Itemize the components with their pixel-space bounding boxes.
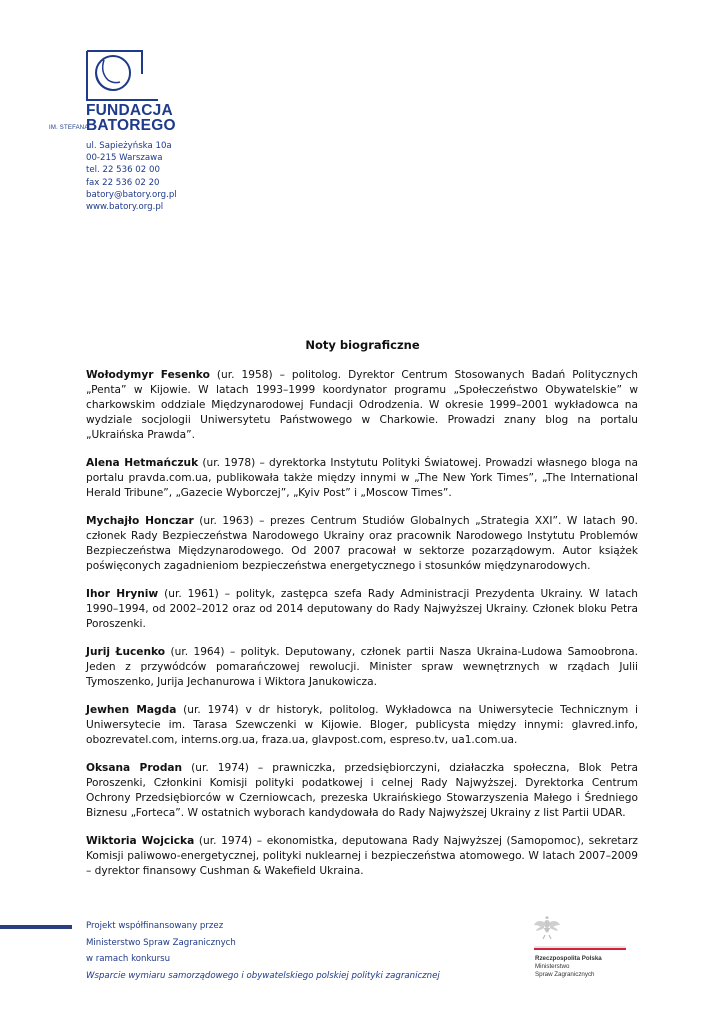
bio-entry	[86, 645, 638, 690]
foundation-logo-wordmark	[86, 103, 176, 133]
footer-divider	[0, 925, 72, 929]
footer-program-name: Wsparcie wymiaru samorządowego i obywatelskiego polskiej polityki zagranicznej	[86, 970, 440, 981]
bio-text: (ur. 1961) – polityk, zastępca szefa Rady Administracji Prezydenta Ukrainy. W latach 1990–1994, od 2002–2012 oraz od 2014 deputowany do Rady Najwyższej Ukrainy. Członek bloku Petra Poroszenki.	[86, 588, 638, 631]
bio-name: Jurij Łucenko	[86, 646, 166, 659]
bio-entry	[86, 587, 638, 632]
footer-line-3: w ramach konkursu	[86, 954, 171, 964]
bio-text: (ur. 1978) – dyrektorka Instytutu Polityki Światowej. Prowadzi własnego bloga na portalu pravda.com.ua, publikowała także między innymi w „The New York Times”, „The International Herald Tribune”, „Gazecie Wyborczej”, „Kyiv Post” i „Moscow Times”.	[86, 457, 638, 500]
logo-line-2: BATOREGO	[86, 117, 176, 134]
logo-line-1: FUNDACJA	[86, 102, 173, 119]
address-phone: tel. 22 536 02 00	[86, 165, 160, 176]
footer-line-1: Projekt współfinansowany przez	[86, 921, 224, 931]
bio-entry	[86, 368, 638, 443]
page-title: Noty biograficzne	[305, 338, 420, 352]
polish-flag-bar	[534, 946, 626, 950]
bio-name: Mychajło Honczar	[86, 515, 194, 528]
bio-name: Wołodymyr Fesenko	[86, 369, 210, 381]
bio-name: Ihor Hryniw	[86, 588, 159, 601]
bio-entry	[86, 761, 638, 821]
address-city: 00-215 Warszawa	[86, 153, 163, 164]
bio-text: (ur. 1958) – politolog. Dyrektor Centrum Stosowanych Badań Politycznych „Penta” w Kijowie. W latach 1993–1999 koordynator programu „Społeczeństwo Obywatelskie” w charkowskim oddziale Międzynarodowej Fundacji Odrodzenia. W okresie 1999–2001 wykładowca na wydziale socjologii Uniwersytetu Państwowego w Charkowie. Prowadzi znany blog na portalu „Ukraińska Prawda”.	[86, 369, 638, 442]
polish-eagle-icon	[533, 913, 561, 941]
address-fax: fax 22 536 02 20	[86, 177, 160, 188]
ministry-line-2: Ministerstwo	[535, 963, 570, 970]
bio-entry	[86, 703, 638, 748]
logo-small-text: IM. STEFANA	[49, 125, 89, 131]
address-block	[86, 140, 177, 213]
bio-entry	[86, 456, 638, 501]
bio-text: (ur. 1964) – polityk. Deputowany, członek partii Nasza Ukraina-Ludowa Samoobrona. Jeden z przywódców pomarańczowej rewolucji. Minister spraw wewnętrznych w rządach Julii Tymoszenko, Jurija Jechanurowa i Wiktora Janukowicza.	[86, 646, 638, 689]
ministry-line-3: Spraw Zagranicznych	[535, 971, 595, 978]
bio-text: (ur. 1974) – ekonomistka, deputowana Rady Najwyższej (Samopomoc), sekretarz Komisji paliwowo-energetycznej, polityki nuklearnej i bezpieczeństwa atomowego. W latach 2007–2009 – dyrektor finansowy Cushman & Wakefield Ukraina.	[86, 835, 638, 878]
bio-name: Jewhen Magda	[86, 704, 177, 717]
bio-text: (ur. 1974) – prawniczka, przedsiębiorczyni, działaczka społeczna, Blok Petra Poroszenki, Członkini Komisji polityki podatkowej i celnej Rady Najwyższej. Dyrektorka Centrum Ochrony Przedsiębiorców w Czerniowcach, prezeska Ukraińskiego Stowarzyszenia Małego i Średniego Biznesu „Forteca”. W ostatnich wyborach kandydowała do Rady Najwyższej Ukrainy z list Partii UDAR.	[86, 762, 638, 820]
bio-list	[86, 368, 638, 892]
footer-line-2: Ministerstwo Spraw Zagranicznych	[86, 937, 236, 948]
bio-entry	[86, 834, 638, 879]
bio-name: Alena Hetmańczuk	[86, 457, 199, 470]
address-website[interactable]: www.batory.org.pl	[86, 202, 164, 213]
bio-entry	[86, 514, 638, 574]
fundacja-logo-icon	[86, 50, 158, 102]
address-street: ul. Sapieżyńska 10a	[86, 141, 172, 151]
ministry-line-1: Rzeczpospolita Polska	[535, 955, 602, 962]
address-email[interactable]: batory@batory.org.pl	[86, 189, 177, 200]
ministry-logo-text	[535, 955, 602, 979]
bio-name: Wiktoria Wojcicka	[86, 835, 195, 848]
bio-text: (ur. 1963) – prezes Centrum Studiów Globalnych „Strategia XXI”. W latach 90. członek Rady Bezpieczeństwa Narodowego Ukrainy oraz pracownik Narodowego Instytutu Problemów Bezpieczeństwa Międzynarodowego. Od 2007 pracował w sektorze pozarządowym. Autor książek poświęconych zagadnieniom bezpieczeństwa energetycznego i stosunków międzynarodowych.	[86, 515, 639, 573]
bio-text: (ur. 1974) v dr historyk, politolog. Wykładowca na Uniwersytecie Technicznym i Uniwersytecie im. Tarasa Szewczenki w Kijowie. Bloger, publicysta między innymi: glavred.info, obozrevatel.com, interns.org.ua, fraza.ua, glavpost.com, espreso.tv, ua1.com.ua.	[86, 704, 638, 747]
footer-funding-note	[86, 918, 440, 984]
bio-name: Oksana Prodan	[86, 762, 183, 775]
